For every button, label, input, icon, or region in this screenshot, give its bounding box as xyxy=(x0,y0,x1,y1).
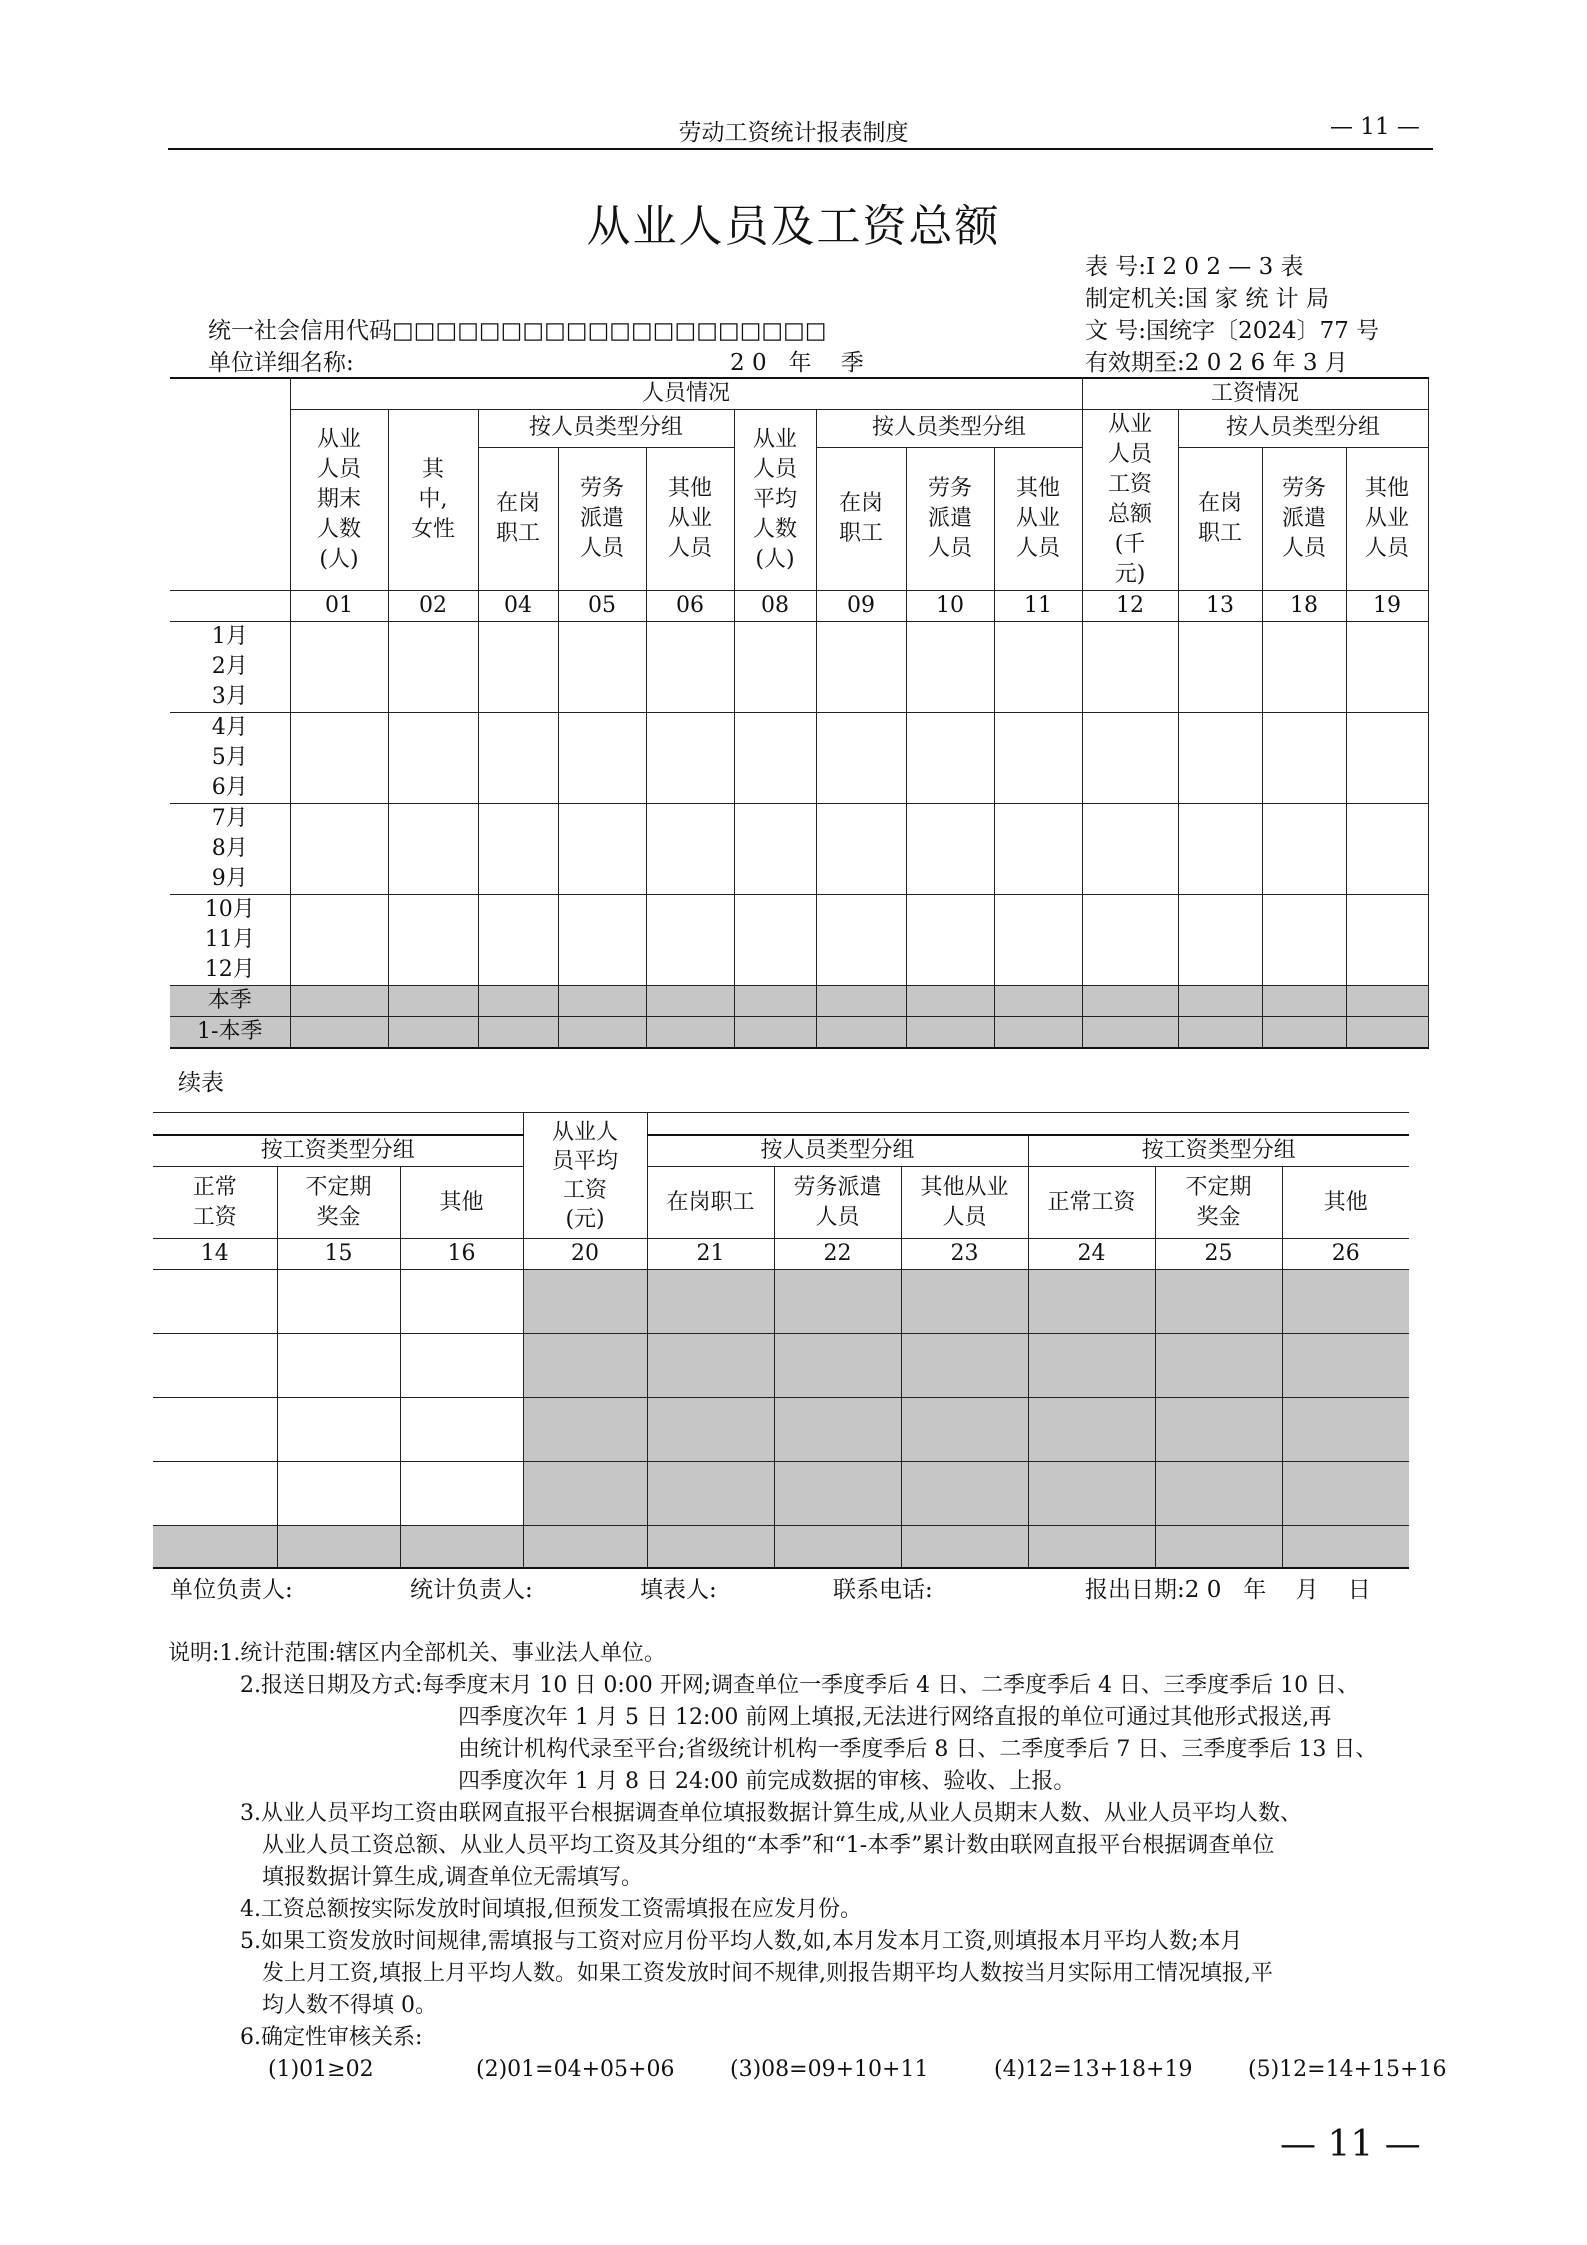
col-header-05: 劳务派遣人员 xyxy=(558,447,646,590)
gray-cell xyxy=(1262,986,1346,1017)
gray-cell xyxy=(774,1398,901,1462)
continued-table xyxy=(153,1112,1409,1569)
code-cell: 25 xyxy=(1155,1239,1282,1270)
data-cell[interactable] xyxy=(290,895,388,986)
code-cell: 20 xyxy=(523,1239,647,1270)
note-6: 6.确定性审核关系: xyxy=(240,2025,423,2050)
col-header-25: 不定期 奖金 xyxy=(1155,1167,1282,1239)
wage-type-group-2: 按工资类型分组 xyxy=(1028,1135,1409,1167)
gray-cell xyxy=(523,1462,647,1526)
data-cell[interactable] xyxy=(1082,804,1178,895)
group-wage-info: 工资情况 xyxy=(1082,378,1428,410)
note-5c: 均人数不得填 0。 xyxy=(262,1993,437,2018)
code-cell: 10 xyxy=(906,591,994,622)
code-cell: 13 xyxy=(1178,591,1262,622)
note-2b: 四季度次年 1 月 5 日 12:00 前网上填报,无法进行网络直报的单位可通过其他形式报送,再 xyxy=(458,1705,1332,1730)
gray-cell xyxy=(994,986,1082,1017)
code-cell: 09 xyxy=(816,591,906,622)
gray-cell xyxy=(388,986,478,1017)
gray-cell xyxy=(400,1526,523,1568)
gray-cell xyxy=(523,1526,647,1568)
main-table xyxy=(170,377,1429,1049)
col-header-06: 其他从业人员 xyxy=(646,447,734,590)
table-row-q1 xyxy=(170,622,1428,713)
gray-cell xyxy=(646,1017,734,1049)
gray-cell xyxy=(478,986,558,1017)
code-row-2 xyxy=(153,1239,1409,1270)
data-cell[interactable] xyxy=(816,895,906,986)
col-header-22: 劳务派遣 人员 xyxy=(774,1167,901,1239)
gray-cell xyxy=(153,1526,277,1568)
gray-cell xyxy=(478,1017,558,1049)
gray-cell xyxy=(1155,1270,1282,1334)
note-3a: 3.从业人员平均工资由联网直报平台根据调查单位填报数据计算生成,从业人员期末人数、从业人员平均人数、 xyxy=(240,1801,1302,1826)
data-cell[interactable] xyxy=(906,713,994,804)
gray-cell xyxy=(1282,1526,1409,1568)
data-cell[interactable] xyxy=(906,622,994,713)
gray-cell xyxy=(647,1334,774,1398)
col-header-16: 其他 xyxy=(400,1167,523,1239)
data-cell[interactable] xyxy=(734,895,816,986)
row-label-q4: 10月 11月 12月 xyxy=(170,895,290,986)
code-cell: 19 xyxy=(1346,591,1428,622)
gray-cell xyxy=(647,1526,774,1568)
data-cell[interactable] xyxy=(388,713,478,804)
col-header-04: 在岗职工 xyxy=(478,447,558,590)
top-spacer-cell xyxy=(647,1113,1409,1135)
form-number: 表 号:I 2 0 2 — 3 表 xyxy=(1085,254,1304,280)
data-cell[interactable] xyxy=(400,1334,523,1398)
gray-cell xyxy=(816,1017,906,1049)
gray-cell xyxy=(774,1526,901,1568)
col-header-20: 从业人 员平均 工资 (元) xyxy=(523,1113,647,1239)
note-2c: 由统计机构代录至平台;省级统计机构一季度季后 8 日、二季度季后 7 日、三季度季后 13 日、 xyxy=(458,1737,1378,1762)
row-label-q3: 7月 8月 9月 xyxy=(170,804,290,895)
data-cell[interactable] xyxy=(290,622,388,713)
note-3b: 从业人员工资总额、从业人员平均工资及其分组的“本季”和“1-本季”累计数由联网直报平台根据调查单位 xyxy=(262,1833,1275,1858)
gray-cell xyxy=(774,1270,901,1334)
gray-cell xyxy=(558,1017,646,1049)
notes-section xyxy=(168,1638,1447,2086)
unit-leader-label: 单位负责人: xyxy=(170,1577,293,1603)
row-label-cumulative: 1-本季 xyxy=(170,1017,290,1049)
col-header-26: 其他 xyxy=(1282,1167,1409,1239)
note-3c: 填报数据计算生成,调查单位无需填写。 xyxy=(262,1865,643,1890)
row-label-q2: 4月 5月 6月 xyxy=(170,713,290,804)
data-cell[interactable] xyxy=(1082,713,1178,804)
col-header-09: 在岗职工 xyxy=(816,447,906,590)
col-header-21: 在岗职工 xyxy=(647,1167,774,1239)
gray-cell xyxy=(901,1462,1028,1526)
gray-cell xyxy=(1155,1526,1282,1568)
subgroup-person-type-2: 按人员类型分组 xyxy=(816,410,1082,448)
gray-cell xyxy=(1028,1270,1155,1334)
data-cell[interactable] xyxy=(646,895,734,986)
data-cell[interactable] xyxy=(153,1462,277,1526)
data-cell[interactable] xyxy=(1346,804,1428,895)
code-cell: 24 xyxy=(1028,1239,1155,1270)
data-cell[interactable] xyxy=(388,895,478,986)
data-cell[interactable] xyxy=(388,622,478,713)
data-cell[interactable] xyxy=(153,1270,277,1334)
gray-cell xyxy=(774,1462,901,1526)
note-4: 4.工资总额按实际发放时间填报,但预发工资需填报在应发月份。 xyxy=(240,1897,862,1922)
data-cell[interactable] xyxy=(478,895,558,986)
code-cell: 26 xyxy=(1282,1239,1409,1270)
col-header-01: 从业人员期末人数(人) xyxy=(290,410,388,591)
gray-cell xyxy=(1028,1334,1155,1398)
data-cell[interactable] xyxy=(734,713,816,804)
data-cell[interactable] xyxy=(994,804,1082,895)
gray-cell xyxy=(1346,986,1428,1017)
form-title: 从业人员及工资总额 xyxy=(586,201,1001,252)
note-5b: 发上月工资,填报上月平均人数。如果工资发放时间不规律,则报告期平均人数按当月实际用工情况填报,平 xyxy=(262,1961,1273,1986)
code-cell: 23 xyxy=(901,1239,1028,1270)
data-cell[interactable] xyxy=(277,1462,400,1526)
unit-name-label: 单位详细名称: xyxy=(208,350,354,376)
table-row xyxy=(153,1398,1409,1462)
data-cell[interactable] xyxy=(1262,804,1346,895)
gray-cell xyxy=(388,1017,478,1049)
data-cell[interactable] xyxy=(478,713,558,804)
table-row xyxy=(153,1462,1409,1526)
audit-rule: (5)12=14+15+16 xyxy=(1248,2057,1447,2082)
gray-cell xyxy=(1028,1462,1155,1526)
note-2a: 2.报送日期及方式:每季度末月 10 日 0:00 开网;调查单位一季度季后 4 日、二季度季后 4 日、三季度季后 10 日、 xyxy=(240,1673,1360,1698)
gray-cell xyxy=(901,1270,1028,1334)
data-cell[interactable] xyxy=(816,622,906,713)
table-row-q4 xyxy=(170,895,1428,986)
data-cell[interactable] xyxy=(994,622,1082,713)
gray-cell xyxy=(523,1398,647,1462)
code-cell: 21 xyxy=(647,1239,774,1270)
gray-cell xyxy=(1155,1462,1282,1526)
table-row xyxy=(153,1334,1409,1398)
data-cell[interactable] xyxy=(277,1398,400,1462)
gray-cell xyxy=(1155,1398,1282,1462)
data-cell[interactable] xyxy=(646,713,734,804)
data-cell[interactable] xyxy=(478,804,558,895)
table-row-q2 xyxy=(170,713,1428,804)
subgroup-person-type-1: 按人员类型分组 xyxy=(478,410,734,448)
col-header-08: 从业人员平均人数(人) xyxy=(734,410,816,591)
running-header-title: 劳动工资统计报表制度 xyxy=(678,120,909,146)
subgroup-person-type-3: 按人员类型分组 xyxy=(1178,410,1428,448)
filler-label: 填表人: xyxy=(640,1577,717,1603)
row-label-q1: 1月 2月 3月 xyxy=(170,622,290,713)
table-row-q3 xyxy=(170,804,1428,895)
data-cell[interactable] xyxy=(290,804,388,895)
gray-cell xyxy=(901,1398,1028,1462)
data-cell[interactable] xyxy=(1178,713,1262,804)
gray-cell xyxy=(906,1017,994,1049)
code-cell: 14 xyxy=(153,1239,277,1270)
stat-leader-label: 统计负责人: xyxy=(410,1577,533,1603)
gray-cell xyxy=(1282,1398,1409,1462)
col-header-10: 劳务派遣人员 xyxy=(906,447,994,590)
audit-rule: (4)12=13+18+19 xyxy=(994,2057,1193,2082)
gray-cell xyxy=(734,1017,816,1049)
issuing-authority: 制定机关:国 家 统 计 局 xyxy=(1085,286,1329,312)
gray-cell xyxy=(1282,1270,1409,1334)
col-header-12: 从业人员工资总额(千元) xyxy=(1082,410,1178,591)
credit-code-label: 统一社会信用代码□□□□□□□□□□□□□□□□□□□□ xyxy=(208,318,827,344)
group-person-info: 人员情况 xyxy=(290,378,1082,410)
col-header-15: 不定期 奖金 xyxy=(277,1167,400,1239)
note-1: 说明:1.统计范围:辖区内全部机关、事业法人单位。 xyxy=(168,1641,666,1666)
data-cell[interactable] xyxy=(1346,895,1428,986)
audit-rules xyxy=(168,2054,1447,2086)
data-cell[interactable] xyxy=(906,804,994,895)
data-cell[interactable] xyxy=(1178,804,1262,895)
page-number-footer: — 11 — xyxy=(1280,2124,1421,2165)
col-header-23: 其他从业 人员 xyxy=(901,1167,1028,1239)
data-cell[interactable] xyxy=(558,895,646,986)
gray-cell xyxy=(901,1526,1028,1568)
code-cell: 06 xyxy=(646,591,734,622)
code-cell: 12 xyxy=(1082,591,1178,622)
data-cell[interactable] xyxy=(277,1334,400,1398)
gray-cell xyxy=(816,986,906,1017)
wage-type-group-1: 按工资类型分组 xyxy=(153,1135,523,1167)
data-cell[interactable] xyxy=(816,713,906,804)
data-cell[interactable] xyxy=(646,622,734,713)
col-header-24: 正常工资 xyxy=(1028,1167,1155,1239)
gray-cell xyxy=(1028,1526,1155,1568)
code-cell: 18 xyxy=(1262,591,1346,622)
phone-label: 联系电话: xyxy=(833,1577,933,1603)
gray-cell xyxy=(1028,1398,1155,1462)
note-2d: 四季度次年 1 月 8 日 24:00 前完成数据的审核、验收、上报。 xyxy=(458,1769,1076,1794)
data-cell[interactable] xyxy=(1082,895,1178,986)
data-cell[interactable] xyxy=(558,804,646,895)
table-row xyxy=(153,1270,1409,1334)
code-cell: 08 xyxy=(734,591,816,622)
gray-cell xyxy=(906,986,994,1017)
gray-cell xyxy=(734,986,816,1017)
gray-cell xyxy=(1282,1334,1409,1398)
gray-cell xyxy=(901,1334,1028,1398)
col-header-11: 其他从业人员 xyxy=(994,447,1082,590)
report-date-label: 报出日期:2 0 年 月 日 xyxy=(1085,1577,1371,1603)
gray-cell xyxy=(1155,1334,1282,1398)
row-header-corner xyxy=(170,378,290,591)
table-row-cumulative xyxy=(170,1017,1428,1049)
data-cell[interactable] xyxy=(558,713,646,804)
code-cell: 01 xyxy=(290,591,388,622)
code-cell: 11 xyxy=(994,591,1082,622)
data-cell[interactable] xyxy=(906,895,994,986)
audit-rule: (1)01≥02 xyxy=(268,2057,374,2082)
data-cell[interactable] xyxy=(400,1462,523,1526)
data-cell[interactable] xyxy=(1346,713,1428,804)
gray-cell xyxy=(1082,1017,1178,1049)
gray-cell xyxy=(290,1017,388,1049)
data-cell[interactable] xyxy=(277,1270,400,1334)
gray-cell xyxy=(994,1017,1082,1049)
data-cell[interactable] xyxy=(290,713,388,804)
gray-cell xyxy=(523,1270,647,1334)
data-cell[interactable] xyxy=(400,1398,523,1462)
data-cell[interactable] xyxy=(388,804,478,895)
code-cell: 16 xyxy=(400,1239,523,1270)
data-cell[interactable] xyxy=(1082,622,1178,713)
gray-cell xyxy=(1262,1017,1346,1049)
code-row xyxy=(170,591,1428,622)
data-cell[interactable] xyxy=(558,622,646,713)
data-cell[interactable] xyxy=(1262,622,1346,713)
data-cell[interactable] xyxy=(1346,622,1428,713)
gray-cell xyxy=(1346,1017,1428,1049)
code-cell: 15 xyxy=(277,1239,400,1270)
data-cell[interactable] xyxy=(1178,622,1262,713)
gray-cell xyxy=(1178,1017,1262,1049)
top-spacer-cell xyxy=(153,1113,523,1135)
code-cell: 04 xyxy=(478,591,558,622)
gray-cell xyxy=(290,986,388,1017)
col-header-19: 其他从业人员 xyxy=(1346,447,1428,590)
col-header-14: 正常 工资 xyxy=(153,1167,277,1239)
continued-label: 续表 xyxy=(178,1070,224,1096)
table-row-current-quarter xyxy=(170,986,1428,1017)
data-cell[interactable] xyxy=(153,1334,277,1398)
gray-cell xyxy=(558,986,646,1017)
person-type-group: 按人员类型分组 xyxy=(647,1135,1028,1167)
col-header-18: 劳务派遣人员 xyxy=(1262,447,1346,590)
table-row xyxy=(153,1526,1409,1568)
row-label-current: 本季 xyxy=(170,986,290,1017)
col-header-13: 在岗职工 xyxy=(1178,447,1262,590)
code-cell: 22 xyxy=(774,1239,901,1270)
data-cell[interactable] xyxy=(1262,895,1346,986)
gray-cell xyxy=(1178,986,1262,1017)
note-5a: 5.如果工资发放时间规律,需填报与工资对应月份平均人数,如,本月发本月工资,则填报本月平均人数;本月 xyxy=(240,1929,1243,1954)
running-header-page: — 11 — xyxy=(1330,114,1420,140)
data-cell[interactable] xyxy=(153,1398,277,1462)
data-cell[interactable] xyxy=(1178,895,1262,986)
header-rule xyxy=(168,148,1433,150)
gray-cell xyxy=(647,1462,774,1526)
data-cell[interactable] xyxy=(646,804,734,895)
valid-until: 有效期至:2 0 2 6 年 3 月 xyxy=(1085,350,1348,376)
data-cell[interactable] xyxy=(400,1270,523,1334)
report-period: 2 0 年 季 xyxy=(730,350,864,376)
gray-cell xyxy=(647,1270,774,1334)
code-cell-blank xyxy=(170,591,290,622)
audit-rule: (2)01=04+05+06 xyxy=(476,2057,675,2082)
code-cell: 02 xyxy=(388,591,478,622)
gray-cell xyxy=(523,1334,647,1398)
code-cell: 05 xyxy=(558,591,646,622)
gray-cell xyxy=(774,1334,901,1398)
data-cell[interactable] xyxy=(734,804,816,895)
data-cell[interactable] xyxy=(994,895,1082,986)
data-cell[interactable] xyxy=(1262,713,1346,804)
document-number: 文 号:国统字〔2024〕77 号 xyxy=(1085,318,1380,344)
col-header-02: 其中,女性 xyxy=(388,410,478,591)
gray-cell xyxy=(1282,1462,1409,1526)
data-cell[interactable] xyxy=(734,622,816,713)
gray-cell xyxy=(647,1398,774,1462)
data-cell[interactable] xyxy=(816,804,906,895)
data-cell[interactable] xyxy=(478,622,558,713)
gray-cell xyxy=(277,1526,400,1568)
audit-rule: (3)08=09+10+11 xyxy=(730,2057,929,2082)
data-cell[interactable] xyxy=(994,713,1082,804)
gray-cell xyxy=(646,986,734,1017)
gray-cell xyxy=(1082,986,1178,1017)
